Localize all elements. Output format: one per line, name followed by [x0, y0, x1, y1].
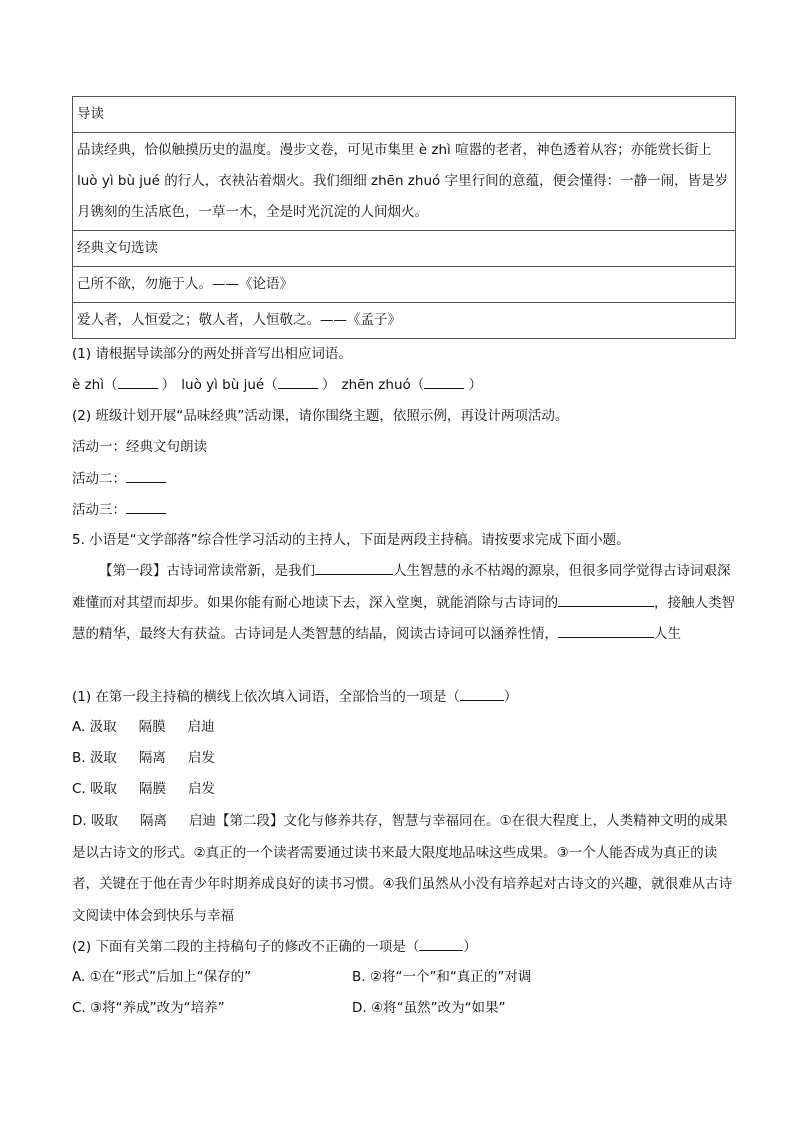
sub2-answer-blank[interactable] [419, 936, 463, 951]
q4-sub2-prompt: (2) 班级计划开展“品味经典”活动课，请你围绕主题，依照示例，再设计两项活动。 [72, 408, 569, 424]
option-a-word-2: 隔膜 [138, 719, 166, 735]
activity-three-label: 活动三： [72, 502, 126, 518]
quote-mencius: 爱人者，人恒爱之；敬人者，人恒敬之。——《孟子》 [77, 312, 401, 328]
table-header-cell [73, 97, 736, 133]
option-d-word-3: 启迪 [188, 813, 216, 829]
paren-close-1: ） [161, 377, 176, 393]
fill-blank-1[interactable] [315, 560, 393, 575]
option-b-word-3: 启发 [187, 750, 215, 766]
q5-sub2-prompt: (2) 下面有关第二段的主持稿句子的修改不正确的一项是（ [72, 939, 420, 955]
activity-two-label: 活动二： [72, 471, 126, 487]
fill-blank-2[interactable] [558, 592, 654, 607]
answer-blank-1[interactable] [118, 374, 158, 389]
sub2-option-a[interactable]: A. ①在“形式”后加上“保存的” [72, 969, 252, 985]
intro-text-g: 字里行间的意蕴，便会懂得：一静一闹，皆是岁月镌刻的生活底色，一草一木，全是时光沉淀的人间烟火。 [77, 173, 729, 220]
quote-cell-2 [73, 303, 736, 339]
sub1-answer-blank[interactable] [460, 686, 504, 701]
quote-cell-1 [73, 267, 736, 303]
option-d[interactable] [72, 813, 216, 829]
sub1-paren-close: ） [503, 689, 518, 705]
option-d-word-2: 隔离 [139, 813, 167, 829]
answer-blank-3[interactable] [424, 374, 464, 389]
q5-sub2-prompt-row [72, 936, 752, 957]
option-a-word-1: A. 汲取 [72, 719, 117, 735]
host-script-paragraph-2: 【第二段】文化与修养共存，智慧与幸福同在。①在很大程度上，人类精神文明的成果是以古诗文的形式。②真正的一个读者需要通过读书来最大限度地品味这些成果。③一个人能否成为真正的读者，关键在于他在青少年时期养成良好的读书习惯。④我们虽然从小没有培养起对古诗文的兴趣，就很难从古诗文阅读中体会到快乐与幸福 [72, 813, 733, 924]
pinyin-label-3: zhēn zhuó [341, 377, 411, 393]
p1-text-b: 人生智慧的永不枯竭的源泉，但很多同学觉得古诗词艰深难懂而对其望而却步。如果你能有耐心地读下去，深入堂奥，就能消除与古诗词的 [72, 563, 731, 611]
q5-sub1-prompt-row [72, 686, 752, 707]
intro-text-a: 品读经典，恰似触摸历史的温度。漫步文卷，可见市集里 [77, 142, 419, 158]
option-c[interactable] [72, 779, 752, 799]
activity-two-blank[interactable] [126, 468, 166, 483]
paren-close-3: ） [468, 377, 483, 393]
intro-pinyin-3: zhēn zhuó [371, 173, 441, 189]
paren-open-2: （ [264, 377, 278, 393]
fill-blank-3[interactable] [558, 623, 654, 638]
host-script-paragraph-1 [72, 556, 736, 651]
guide-intro-cell [73, 133, 736, 231]
pinyin-label-2: luò yì bù jué [181, 377, 265, 393]
p1-text-d: 人生 [654, 626, 681, 642]
option-d-and-paragraph-2 [72, 806, 736, 932]
q5-sub1-prompt: (1) 在第一段主持稿的横线上依次填入词语，全部恰当的一项是（ [72, 689, 460, 705]
section-title: 经典文句选读 [77, 240, 158, 256]
option-b-word-1: B. 汲取 [72, 750, 117, 766]
option-a[interactable] [72, 717, 752, 737]
guide-title: 导读 [77, 106, 104, 122]
activity-three-row [72, 499, 752, 520]
pinyin-label-1: è zhì [72, 377, 104, 393]
p1-text-a: 【第一段】古诗词常读常新，是我们 [99, 563, 315, 579]
option-c-word-1: C. 吸取 [72, 781, 118, 797]
q4-sub1-prompt: (1) 请根据导读部分的两处拼音写出相应词语。 [72, 346, 352, 362]
intro-text-c: 喧嚣的老者，神色透着从容；亦能赏长街上 [450, 142, 712, 158]
activity-one: 活动一：经典文句朗读 [72, 439, 207, 455]
sub2-option-d[interactable]: D. ④将“虽然”改为“如果” [352, 1000, 506, 1016]
sub2-paren-close: ） [463, 939, 477, 955]
intro-pinyin-2: luò yì bù jué [77, 173, 160, 189]
p1-text-c: ，接触人类智慧的精华，最终大有获益。古诗词是人类智慧的结晶，阅读古诗词可以涵养性情， [72, 594, 735, 642]
option-a-word-3: 启迪 [187, 719, 215, 735]
pinyin-answer-row [72, 374, 752, 395]
intro-pinyin-1: è zhì [418, 142, 451, 158]
option-b-word-2: 隔离 [138, 750, 166, 766]
sub2-option-c[interactable]: C. ③将“养成”改为“培养” [72, 1000, 225, 1016]
paren-close-2: ） [322, 377, 336, 393]
option-c-word-3: 启发 [188, 781, 216, 797]
section-title-cell [73, 231, 736, 267]
option-c-word-2: 隔膜 [139, 781, 167, 797]
quote-analects: 己所不欲，勿施于人。——《论语》 [77, 276, 293, 292]
option-d-word-1: D. 吸取 [72, 813, 118, 829]
answer-blank-2[interactable] [278, 374, 318, 389]
option-b[interactable] [72, 748, 752, 768]
reading-guide-table [72, 96, 736, 339]
paren-open-3: （ [410, 377, 425, 393]
activity-two-row [72, 468, 752, 489]
paren-open-1: （ [104, 377, 118, 393]
sub2-option-b[interactable]: B. ②将“一个”和“真正的”对调 [352, 969, 532, 985]
q5-intro: 5. 小语是“文学部落”综合性学习活动的主持人，下面是两段主持稿。请按要求完成下面小题。 [72, 532, 630, 548]
intro-text-e: 的行人，衣袂沾着烟火。我们细细 [159, 173, 372, 189]
activity-three-blank[interactable] [126, 499, 166, 514]
